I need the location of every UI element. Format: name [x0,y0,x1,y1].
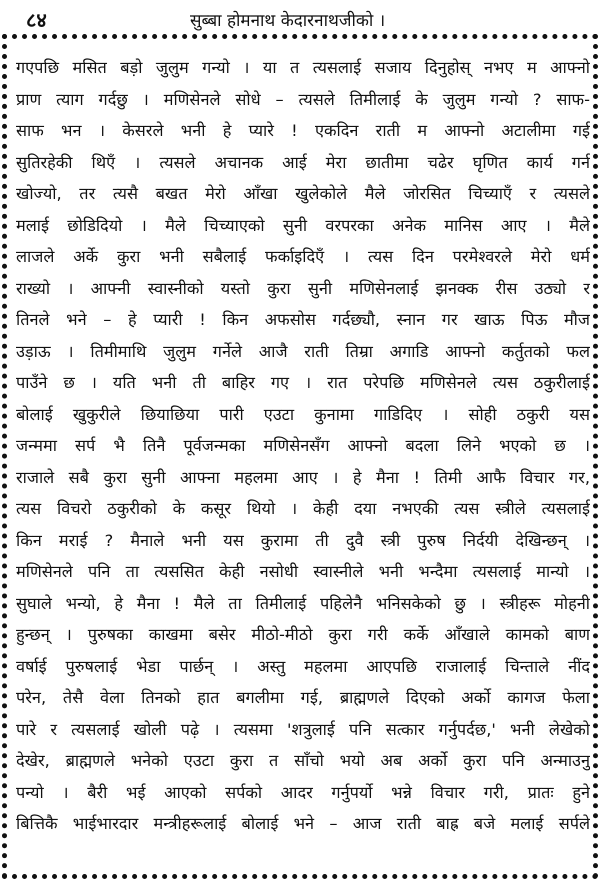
text-line: किन मराई ? मैनाले भनी यस कुरामा ती दुवै स्त्री पुरुष निर्दयी देखिन्छन् । [16,530,590,550]
text-line: गएपछि मसित बड़ो जुलुम गन्यो । या त त्यसलाई सजाय दिनुहोस् नभए म आफ्नो [16,58,590,77]
text-line: पन्यो । बैरी भई आएको सर्पको आदर गर्नुपर्यो भन्ने विचार गरी, प्रातः हुने [16,782,590,802]
text-line: वर्षाई पुरुषलाई भेडा पार्छन् । अस्तु महलमा आएपछि राजालाई चिन्ताले नींद [16,656,590,676]
text-line: राख्यो । आफ्नी स्वास्नीको यस्तो कुरा सुनी मणिसेनलाई झनक्क रीस उठ्यो र [16,278,590,298]
text-line: सुघाले भन्यो, हे मैना ! मैले ता तिमीलाई पहिलेनै भनिसकेको छु । स्त्रीहरू मोहनी [16,593,590,613]
text-line: जन्ममा सर्प भै तिनै पूर्वजन्मका मणिसेनसँग आफ्नो बदला लिने भएको छ । [16,436,590,455]
text-line: बित्तिकै भाईभारदार मन्त्रीहरूलाई बोलाई भने – आज राती बाह्र बजे मलाई सर्पले [16,814,590,833]
text-line: साफ भन । केसरले भनी हे प्यारे ! एकदिन राती म आफ्नो अटालीमा गई [16,121,590,140]
text-line: मलाई छोडिदियो । मैले चिच्याएको सुनी वरपरका अनेक मानिस आए । मैले [16,215,590,235]
text-line: प्राण त्याग गर्दछु । मणिसेनले सोधे – त्यसले तिमीलाई के जुलुम गन्यो ? साफ- [16,89,590,109]
text-line: सुतिरहेकी थिएँ । त्यसले अचानक आई मेरा छातीमा चढेर घृणित कार्य गर्न [16,152,590,172]
text-line: पारे र त्यसलाई खोली पढ़े । त्यसमा 'शत्रुलाई पनि सत्कार गर्नुपर्दछ,' भनी लेखेको [16,719,590,739]
page-number: ८४ [26,8,47,32]
text-line: लाजले अर्के कुरा भनी सबैलाई फर्काइदिएँ । त्यस दिन परमेश्वरले मेरो धर्म [16,247,590,266]
body-text [16,52,590,874]
text-line: खोज्यो, तर त्यसै बखत मेरो आँखा खुलेकोले मैले जोरसित चिच्याएँ र त्यसले [16,184,590,203]
text-line: देखेर, ब्राह्मणले भनेको एउटा कुरा त साँचो भयो अब अर्को कुरा पनि अन्माउनु [16,751,590,770]
page-header [0,0,600,36]
text-line: बोलाई खुकुरीले छियाछिया पारी एउटा कुनामा गाडिदिए । सोही ठकुरी यस [16,404,590,424]
running-title: सुब्बा होमनाथ केदारनाथजीको । [190,11,386,31]
text-line: राजाले सबै कुरा सुनी आफ्ना महलमा आए । हे मैना ! तिमी आफै विचार गर, [16,467,590,487]
text-line: पाउँने छ । यति भनी ती बाहिर गए । रात परेपछि मणिसेनले त्यस ठकुरीलाई [16,373,590,392]
text-line: उड़ाऊ । तिमीमाथि जुलुम गर्नेले आजै राती तिम्रा अगाडि आफ्नो कर्तुतको फल [16,341,590,361]
text-line: परेन, तेसै वेला तिनको हात बगलीमा गई, ब्राह्मणले दिएको अर्को कागज फेला [16,688,590,707]
text-line: त्यस विचरो ठकुरीको के कसूर थियो । केही दया नभएकी त्यस स्त्रीले त्यसलाई [16,499,590,518]
text-line: हुन्छन् । पुरुषका काखमा बसेर मीठो-मीठो कुरा गरी कर्के आँखाले कामको बाण [16,625,590,644]
text-line: तिनले भने – हे प्यारी ! किन अफसोस गर्दछ्यौ, स्नान गर खाऊ पिऊ मौज [16,310,590,329]
text-line: मणिसेनले पनि ता त्यससित केही नसोधी स्वास्नीले भनी भन्दैमा त्यसलाई मान्यो । [16,562,590,581]
